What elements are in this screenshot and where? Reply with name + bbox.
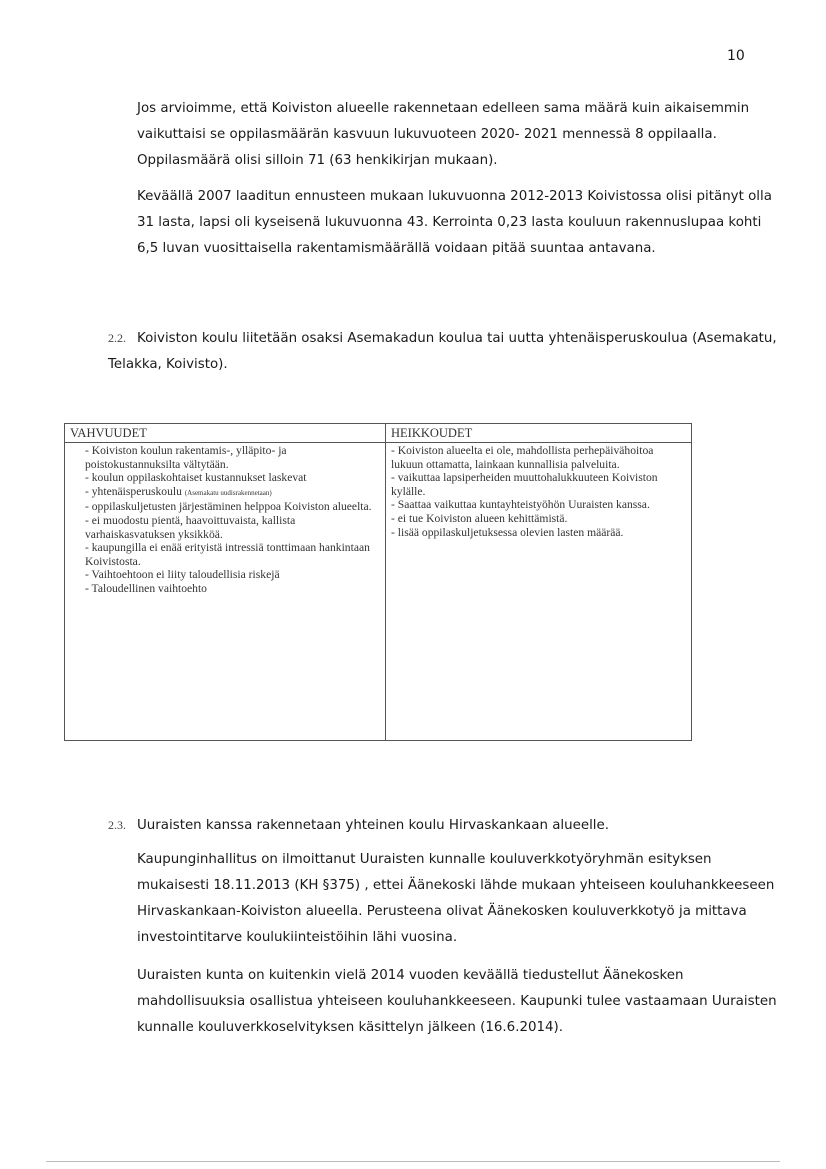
list-item: - kaupungilla ei enää erityistä intressiä tonttimaan hankintaan Koivistosta. [85,541,370,568]
list-item [85,485,379,501]
list-item: - lisää oppilaskuljetuksessa olevien lasten määrää. [391,525,624,539]
weaknesses-header: HEIKKOUDET [386,424,692,443]
list-item: - Vaihtoehtoon ei liity taloudellisia riskejä [85,568,280,582]
list-item: - ei tue Koiviston alueen kehittämistä. [391,511,568,525]
section-2-3-heading [108,812,788,839]
list-item: - Taloudellinen vaihtoehto [85,581,207,595]
weaknesses-list [386,443,691,539]
list-item: - Saattaa vaikuttaa kuntayhteistyöhön Uuraisten kanssa. [391,498,650,512]
strengths-cell [65,443,386,741]
list-item: - Koiviston koulun rakentamis-, ylläpito- ja poistokustannuksilta vältytään. [85,444,287,471]
section-2-2-heading [108,325,788,378]
page-number: 10 [727,48,745,64]
weaknesses-cell [386,443,692,741]
section-number: 2.2. [108,331,126,345]
page-bottom-divider [46,1161,780,1162]
item-note: (Asemakatu uudisrakennetaan) [184,488,272,497]
list-item: - Koiviston alueelta ei ole, mahdollista perhepäivähoitoa lukuun ottamatta, lainkaan kunnallisia palveluita. [391,444,654,471]
strengths-list [65,443,385,596]
list-item: - koulun oppilaskohtaiset kustannukset laskevat [85,471,307,485]
paragraph-uurainen-inquiry: Uuraisten kunta on kuitenkin vielä 2014 vuoden keväällä tiedustellut Äänekosken mahdollisuuksia osallistua yhteiseen kouluhankkeeseen. Kaupunki tulee vastaamaan Uuraisten kunnalle kouluverkkoselvityksen käsittelyn jälkeen (16.6.2014). [137,968,777,1035]
swot-table [64,423,692,741]
paragraph-city-board-decision: Kaupunginhallitus on ilmoittanut Uuraisten kunnalle kouluverkkotyöryhmän esityksen mukaisesti 18.11.2013 (KH §375) , ettei Äänekoski lähde mukaan yhteiseen kouluhankkeeseen Hirvaskankaan-Koiviston alueella. Perusteena olivat Äänekosken kouluverkkotyö ja mittava investointitarve koulukiinteistöihin lähi vuosina. [137,852,775,945]
paragraph-enrollment-estimate: Jos arvioimme, että Koiviston alueelle rakennetaan edelleen sama määrä kuin aikaisemmin vaikuttaisi se oppilasmäärän kasvuun lukuvuoteen 2020- 2021 mennessä 8 oppilaalla. Oppilasmäärä olisi silloin 71 (63 henkikirjan mukaan). [137,101,750,168]
section-title: Koiviston koulu liitetään osaksi Asemakadun koulua tai uutta yhtenäisperuskoulua (Asemakatu, Telakka, Koivisto). [108,331,777,372]
strengths-header: VAHVUUDET [65,424,386,443]
list-item: - vaikuttaa lapsiperheiden muuttohalukkuuteen Koiviston kylälle. [391,471,658,498]
section-number: 2.3. [108,818,126,832]
list-item: - oppilaskuljetusten järjestäminen helppoa Koiviston alueelta. [85,500,372,514]
section-title: Uuraisten kanssa rakennetaan yhteinen koulu Hirvaskankaan alueelle. [137,818,610,833]
item-text: - yhtenäisperuskoulu [85,484,182,498]
paragraph-forecast-2007: Keväällä 2007 laaditun ennusteen mukaan lukuvuonna 2012-2013 Koivistossa olisi pitänyt olla 31 lasta, lapsi oli kyseisenä lukuvuonna 43. Kerrointa 0,23 lasta kouluun rakennuslupaa kohti 6,5 luvan vuosittaisella rakentamismäärällä voidaan pitää suuntaa antavana. [137,189,772,256]
list-item: - ei muodostu pientä, haavoittuvaista, kallista varhaiskasvatuksen yksikköä. [85,513,296,541]
